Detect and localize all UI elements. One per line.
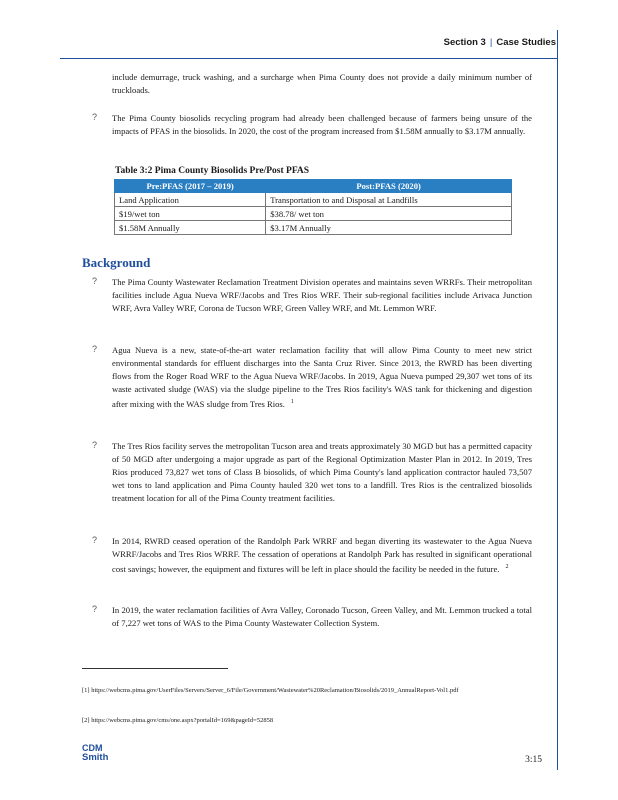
background-paragraph <box>112 276 532 315</box>
intro-continuation: include demurrage, truck washing, and a surcharge when Pima County does not provide a daily minimum number of truckloads. <box>112 72 532 95</box>
page-number: 3:15 <box>525 755 542 765</box>
footnote-ref: 2 <box>505 564 509 570</box>
table-row <box>115 221 512 235</box>
table-caption: Table 3:2 Pima County Biosolids Pre/Post PFAS <box>115 166 310 176</box>
paragraph-text: Agua Nueva is a new, state-of-the-art water reclamation facility that will allow Pima County to meet new strict environmental standards for effluent discharges into the Santa Cruz River. Since 2013, the RWRD has been diverting flows from the Roger Road WRF to the Agua Nueva WRF/Jacobs. In 2019, Agua Nueva pumped 29,307 wet tons of its waste activated sludge (WAS) via the sludge pipeline to the Tres Rios facility's WAS tank for thickening and digestion after mixing with the WAS sludge from Tres Rios. <box>112 345 532 409</box>
logo-line-1: CDM <box>82 743 103 753</box>
table-cell: $19/wet ton <box>115 207 266 221</box>
paragraph-text: The Tres Rios facility serves the metropolitan Tucson area and treats approximately 30 MGD but has a permitted capacity of 50 MGD after undergoing a major upgrade as part of the Regional Optimization Master Plan in 2012. In 2019, Tres Rios produced 73,827 wet tons of Class B biosolids, of which Pima County's land application contractor hauled 73,507 wet tons to land application and Pima County hauled 320 wet tons to a landfill. Tres Rios is the centralized biosolids treatment location for all of the Pima County treatment facilities. <box>112 441 532 503</box>
paragraph-text: In 2014, RWRD ceased operation of the Randolph Park WRRF and began diverting its wastewater to the Agua Nueva WRRF/Jacobs and Tres Rios WRRF. The cessation of operations at Randolph Park has resulted in significant operational cost savings; however, the equipment and fixtures will be left in place should the facility be needed in the future. <box>112 536 532 574</box>
footnote-rule <box>82 668 228 669</box>
table-cell: $3.17M Annually <box>266 221 512 235</box>
bullet-marker: ? <box>92 604 98 614</box>
table-header-row <box>115 180 512 193</box>
bullet-marker: ? <box>92 344 98 354</box>
table-row <box>115 207 512 221</box>
bullet-marker: ? <box>92 440 98 450</box>
background-paragraph <box>112 535 532 576</box>
section-label: Section 3 <box>443 37 486 48</box>
page-header <box>444 37 556 48</box>
bullet-marker: ? <box>92 276 98 286</box>
biosolids-table <box>114 179 512 235</box>
table-cell: $1.58M Annually <box>115 221 266 235</box>
footnote-ref: 1 <box>290 399 294 405</box>
header-separator: | <box>489 37 493 48</box>
table-cell: Land Application <box>115 193 266 207</box>
margin-rule <box>557 30 558 770</box>
bullet-marker: ? <box>92 535 98 545</box>
table-cell: Transportation to and Disposal at Landfills <box>266 193 512 207</box>
table-cell: $38.78/ wet ton <box>266 207 512 221</box>
footnote-2[interactable]: [2] https://webcms.pima.gov/cms/one.aspx?portalId=169&pageId=52858 <box>82 717 274 724</box>
footnote-1[interactable]: [1] https://webcms.pima.gov/UserFiles/Servers/Server_6/File/Government/Wastewater%20Reclamation/Biosolids/2019_AnnualReport-Vol1.pdf <box>82 687 459 694</box>
background-paragraph <box>112 440 532 505</box>
logo-line-2: Smith <box>82 752 109 763</box>
company-logo <box>82 744 122 763</box>
table-row <box>115 193 512 207</box>
pfas-paragraph: The Pima County biosolids recycling program had already been challenged because of farmers being unsure of the impacts of PFAS in the biosolids. In 2020, the cost of the program increased from $1.58M annually to $3.17M annually. <box>112 113 532 136</box>
bullet-marker: ? <box>92 112 98 122</box>
paragraph-text: The Pima County Wastewater Reclamation Treatment Division operates and maintains seven WRRFs. Their metropolitan facilities include Agua Nueva WRF/Jacobs and Tres Rios WRF. Their sub-regional facilities include Arivaca Junction WRF, Avra Valley WRF, Corona de Tucson WRF, Green Valley WRF, and Mt. Lemmon WRF. <box>112 277 532 313</box>
header-rule <box>60 58 558 59</box>
background-paragraph <box>112 604 532 630</box>
section-heading-background: Background <box>82 255 151 270</box>
paragraph-text: In 2019, the water reclamation facilities of Avra Valley, Coronado Tucson, Green Valley, and Mt. Lemmon trucked a total of 7,227 wet tons of WAS to the Pima County Wastewater Collection System. <box>112 605 532 628</box>
table-header-cell: Post:PFAS (2020) <box>266 180 512 193</box>
background-paragraph <box>112 344 532 411</box>
table-header-cell: Pre:PFAS (2017 – 2019) <box>115 180 266 193</box>
section-title: Case Studies <box>496 37 556 48</box>
